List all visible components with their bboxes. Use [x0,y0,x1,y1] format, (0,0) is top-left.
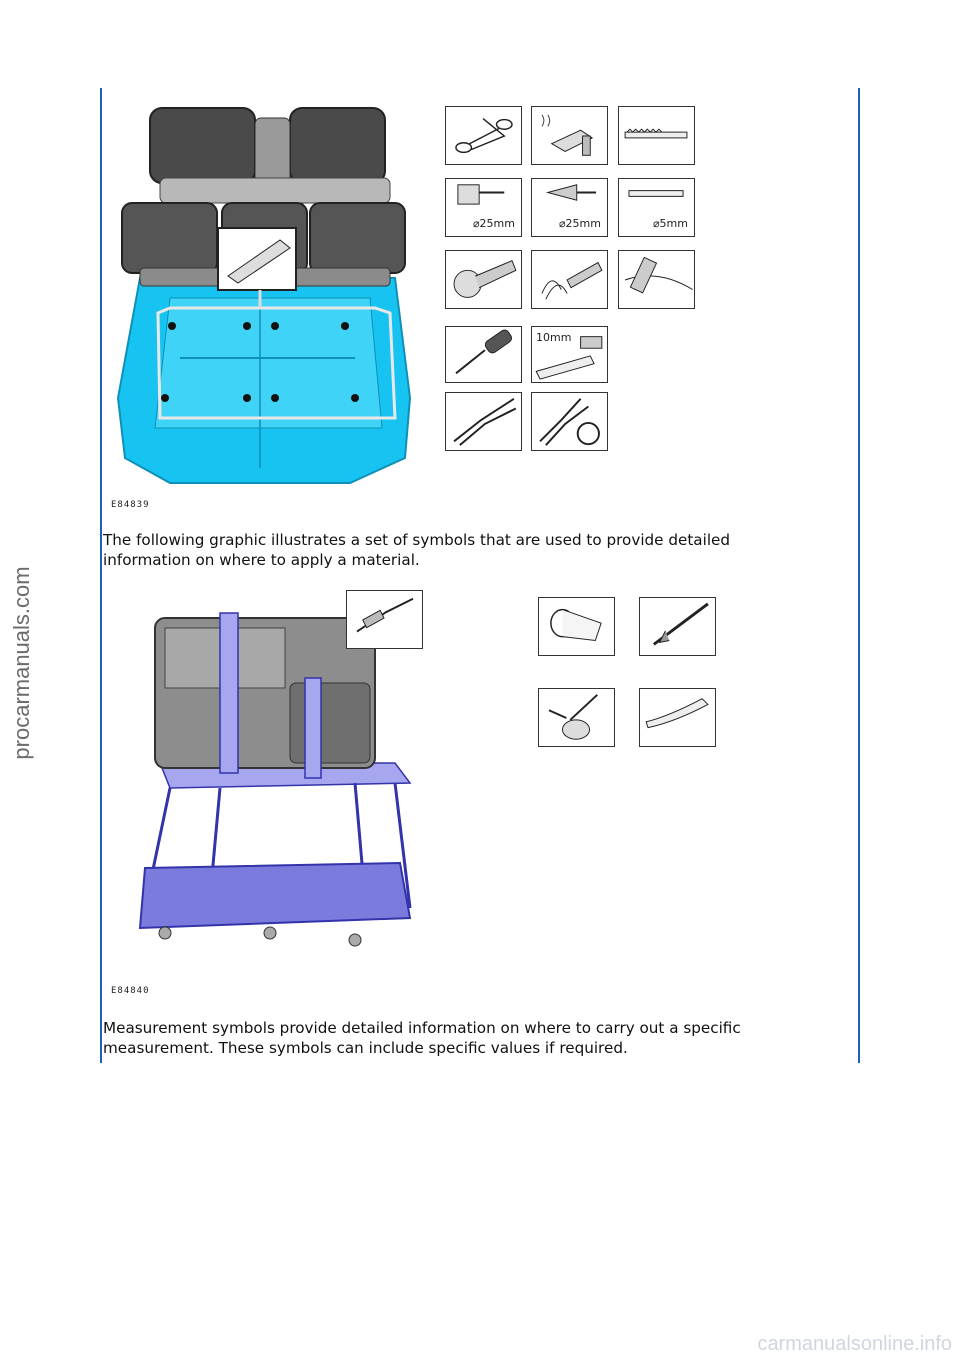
left-border-rule [100,88,102,1063]
heat-gun-icon [531,106,608,165]
step-drill-label: ⌀25mm [558,217,601,230]
saw-blade-icon [618,106,695,165]
right-border-rule [858,88,860,1063]
figure1-id: E84839 [111,500,150,510]
drill-bit-label: ⌀5mm [652,217,688,230]
screwdriver-icon [445,326,522,383]
vehicle-floor-illustration [110,98,420,493]
hole-saw-icon [445,178,522,237]
drill-bit-icon [618,178,695,237]
paragraph-material-symbols: The following graphic illustrates a set of symbols that are used to provide detailed information on where to apply a material. [103,531,731,569]
caulking-gun-icon [639,597,716,656]
paragraph-measurement-symbols: Measurement symbols provide detailed information on where to carry out a specific measurement. These symbols can include specific values if required. [103,1019,741,1057]
air-chisel-icon [618,250,695,309]
applicator-callout-icon [346,590,423,649]
side-watermark: procarmanuals.com [9,566,34,760]
scissors-icon [445,106,522,165]
footer-watermark: carmanualsonline.info [757,1333,952,1355]
tape-roll-icon [538,597,615,656]
circlip-pliers-icon [531,392,608,451]
pliers-icon [445,392,522,451]
hole-saw-label: ⌀25mm [472,217,515,230]
step-drill-icon [531,178,608,237]
grease-tube-icon [639,688,716,747]
oil-can-icon [538,688,615,747]
ruler-label: 10mm [536,331,572,344]
grinder-icon [445,250,522,309]
ruler-icon [531,326,608,383]
rivet-gun-icon [531,250,608,309]
figure2-id: E84840 [111,986,150,996]
